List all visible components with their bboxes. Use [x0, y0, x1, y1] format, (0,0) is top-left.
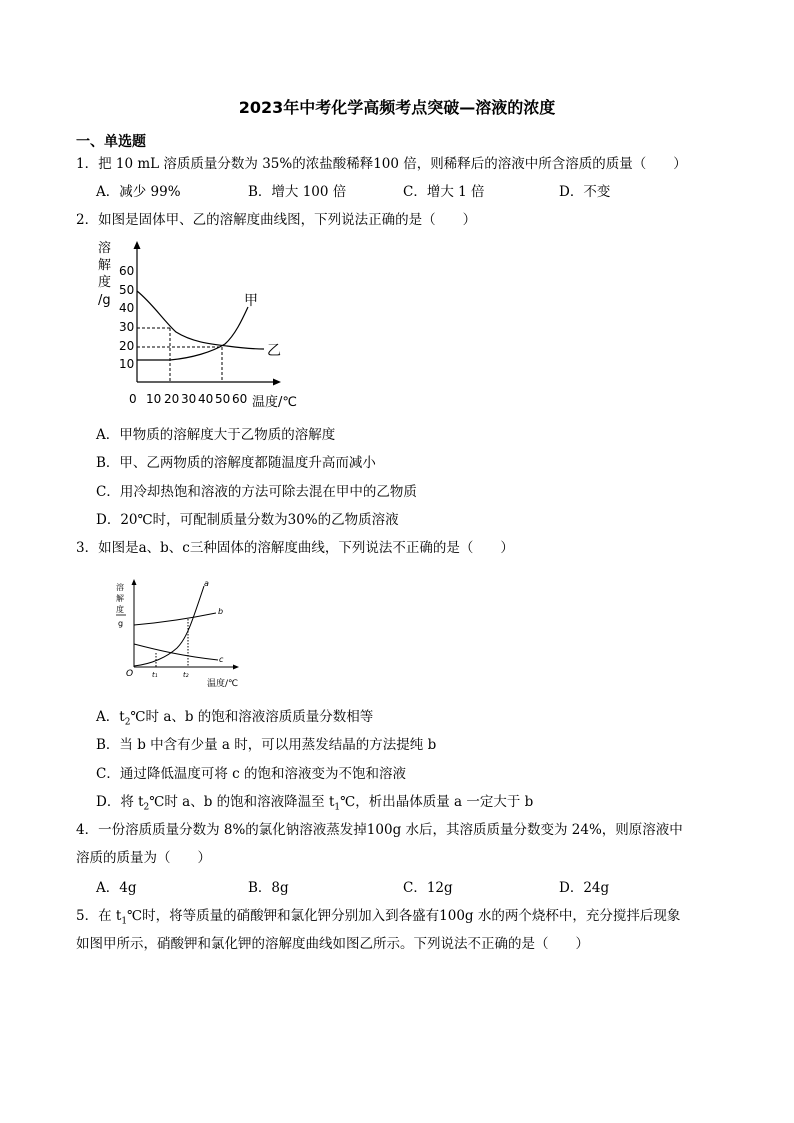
q3-t1: t₁ [152, 671, 158, 679]
q2-ytick: 50 [119, 283, 135, 297]
q3-ylabel-3: 度 [116, 605, 124, 614]
question-3-stem: 3．如图是a、b、c三种固体的溶解度曲线，下列说法不正确的是（ ） [76, 540, 514, 556]
curve-c [134, 644, 218, 660]
q2-ytick: 30 [119, 320, 135, 334]
q2-option-c: C．用冷却热饱和溶液的方法可除去混在甲中的乙物质 [96, 484, 417, 500]
solubility-chart-jia-yi [92, 236, 302, 412]
question-2-stem: 2．如图是固体甲、乙的溶解度曲线图，下列说法正确的是（ ） [76, 212, 477, 228]
q3-ylabel-1: 溶 [116, 583, 124, 592]
q3-option-b: B．当 b 中含有少量 a 时，可以用蒸发结晶的方法提纯 b [96, 737, 437, 753]
q1-option-d: D．不变 [559, 184, 611, 200]
section-heading: 一、单选题 [76, 134, 146, 150]
q3-xlabel: 温度/℃ [207, 679, 239, 689]
q1-option-a: A．减少 99% [96, 184, 181, 200]
curve-b [134, 613, 216, 625]
q2-option-b: B．甲、乙两物质的溶解度都随温度升高而减小 [96, 455, 376, 471]
q2-x-arrow [273, 379, 281, 386]
q2-xtick: 60 [232, 392, 248, 406]
question-4-stem-line1: 4．一份溶质质量分数为 8%的氯化钠溶液蒸发掉100g 水后，其溶质质量分数变为 24%，则原溶液中 [76, 822, 683, 838]
q2-xtick: 50 [215, 392, 231, 406]
q2-ytick: 10 [119, 357, 135, 371]
question-4-stem-line2: 溶质的质量为（ ） [76, 850, 211, 866]
curve-jia [137, 307, 248, 360]
q3-ylabel-4: g [118, 619, 124, 628]
q2-xtick: 0 [129, 392, 137, 406]
page-title: 2023年中考化学高频考点突破—溶液的浓度 [238, 98, 556, 117]
q2-ytick: 60 [119, 264, 135, 278]
question-5-stem-line1: 5．在 $t_1℃$时，将等质量的硝酸钾和氯化钾分别加入到各盛有100g 水的两个烧杯中，充分搅拌后现象 [76, 908, 681, 927]
label-yi: 乙 [267, 343, 281, 359]
label-jia: 甲 [244, 293, 258, 309]
q2-y-arrow [134, 241, 141, 249]
q2-ylabel-4: /g [98, 293, 111, 308]
q2-xtick: 20 [164, 392, 180, 406]
q2-xtick: 40 [198, 392, 214, 406]
q2-ylabel-1: 溶 [98, 241, 112, 256]
q3-label-b: b [218, 607, 224, 616]
question-5-stem-line2: 如图甲所示，硝酸钾和氯化钾的溶解度曲线如图乙所示。下列说法不正确的是（ ） [76, 936, 589, 952]
q3-option-a: A．$t_2℃$时 a、b 的饱和溶液溶质质量分数相等 [96, 709, 374, 728]
q2-ylabel-3: 度 [98, 275, 112, 290]
q3-t2: t₂ [183, 671, 189, 679]
curve-a [134, 586, 204, 666]
q3-y-arrow [132, 579, 137, 585]
q4-option-d: D．24g [559, 880, 610, 896]
q2-ytick: 20 [119, 339, 135, 353]
solubility-chart-abc [112, 578, 247, 690]
q3-x-arrow [233, 665, 239, 670]
question-1-stem: 1．把 10 mL 溶质质量分数为 35%的浓盐酸稀释100 倍，则稀释后的溶液中所含溶质的质量（ ） [76, 156, 687, 172]
q4-option-b: B．8g [248, 880, 289, 896]
q2-xlabel: 温度/℃ [252, 395, 297, 410]
q3-option-c: C．通过降低温度可将 c 的饱和溶液变为不饱和溶液 [96, 766, 406, 782]
q2-option-a: A．甲物质的溶解度大于乙物质的溶解度 [96, 427, 336, 443]
q2-option-d: D．20℃时，可配制质量分数为30%的乙物质溶液 [96, 512, 399, 528]
q2-xtick: 30 [181, 392, 197, 406]
q2-ylabel-2: 解 [98, 258, 112, 273]
q2-ytick: 40 [119, 301, 135, 315]
q3-label-a: a [204, 579, 209, 588]
q3-label-c: c [219, 655, 224, 664]
q4-option-c: C．12g [403, 880, 453, 896]
q1-option-b: B．增大 100 倍 [248, 184, 347, 200]
q3-ylabel-2: 解 [116, 594, 124, 603]
q1-option-c: C．增大 1 倍 [403, 184, 485, 200]
q3-option-d: D．将 $t_2℃$时 a、b 的饱和溶液降温至 $t_1℃$，析出晶体质量 a 一定大于 b [96, 794, 534, 813]
q2-xtick: 10 [146, 392, 162, 406]
q3-origin: O [126, 669, 134, 679]
q4-option-a: A．4g [96, 880, 137, 896]
